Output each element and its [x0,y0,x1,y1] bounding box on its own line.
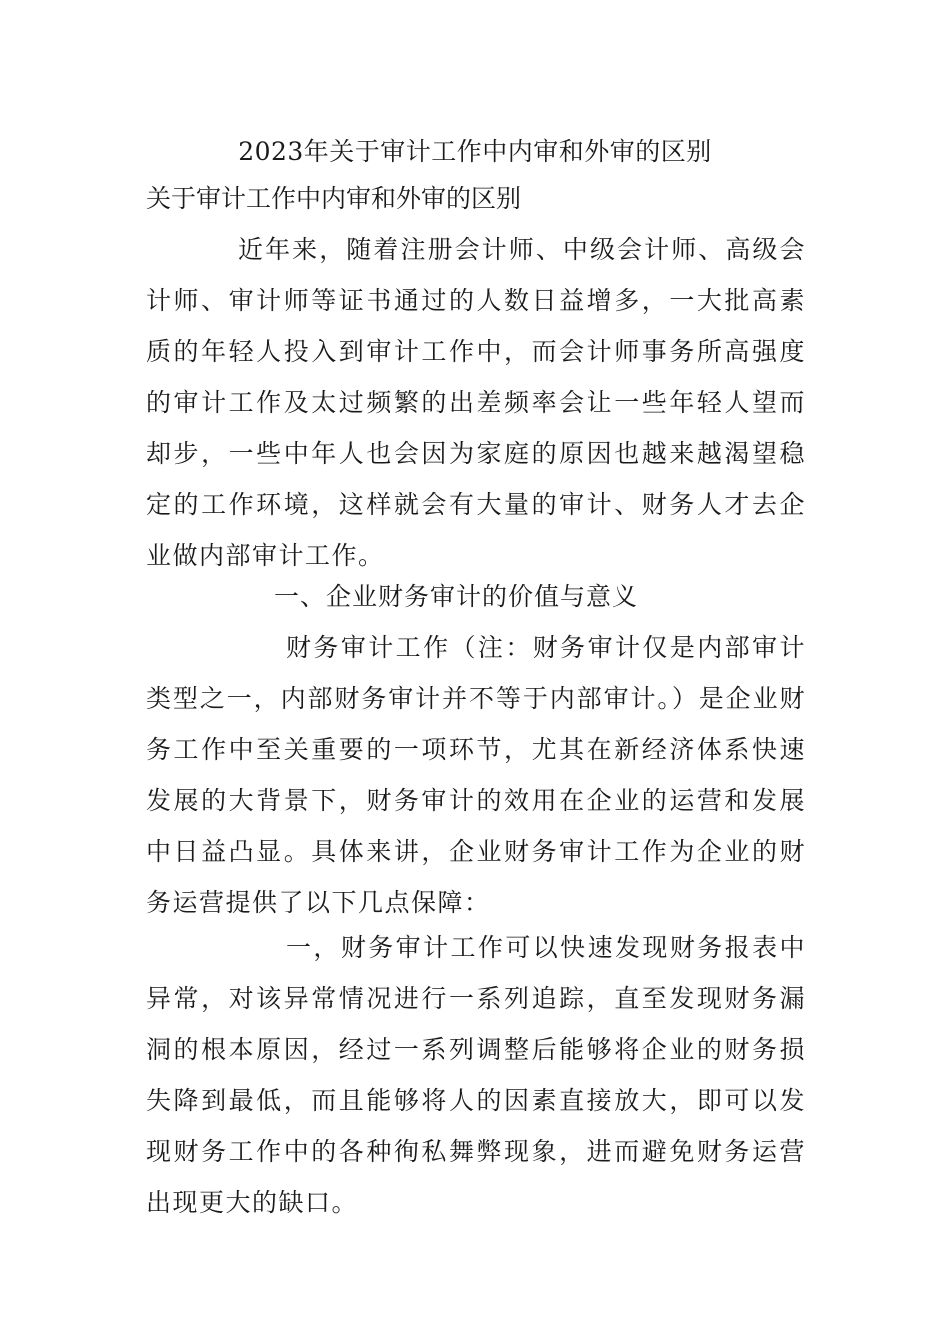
paragraph-financial-audit: 财务审计工作（注：财务审计仅是内部审计类型之一，内部财务审计并不等于内部审计。）是企业财务工作中至关重要的一项环节，尤其在新经济体系快速发展的大背景下，财务审计的效用在企业的运营和发展中日益凸显。具体来讲，企业财务审计工作为企业的财务运营提供了以下几点保障： [146,633,806,917]
paragraph-point-one: 一，财务审计工作可以快速发现财务报表中异常，对该异常情况进行一系列追踪，直至发现财务漏洞的根本原因，经过一系列调整后能够将企业的财务损失降到最低，而且能够将人的因素直接放大，即可以发现财务工作中的各种徇私舞弊现象，进而避免财务运营出现更大的缺口。 [146,933,806,1217]
section-heading-value-meaning: 一、企业财务审计的价值与意义 [274,582,639,611]
document-subtitle: 关于审计工作中内审和外审的区别 [146,184,522,213]
document-title: 2023年关于审计工作中内审和外审的区别 [238,137,712,166]
paragraph-intro: 近年来，随着注册会计师、中级会计师、高级会计师、审计师等证书通过的人数日益增多，一大批高素质的年轻人投入到审计工作中，而会计师事务所高强度的审计工作及太过频繁的出差频率会让一些年轻人望而却步，一些中年人也会因为家庭的原因也越来越渴望稳定的工作环境，这样就会有大量的审计、财务人才去企业做内部审计工作。 [146,235,806,570]
